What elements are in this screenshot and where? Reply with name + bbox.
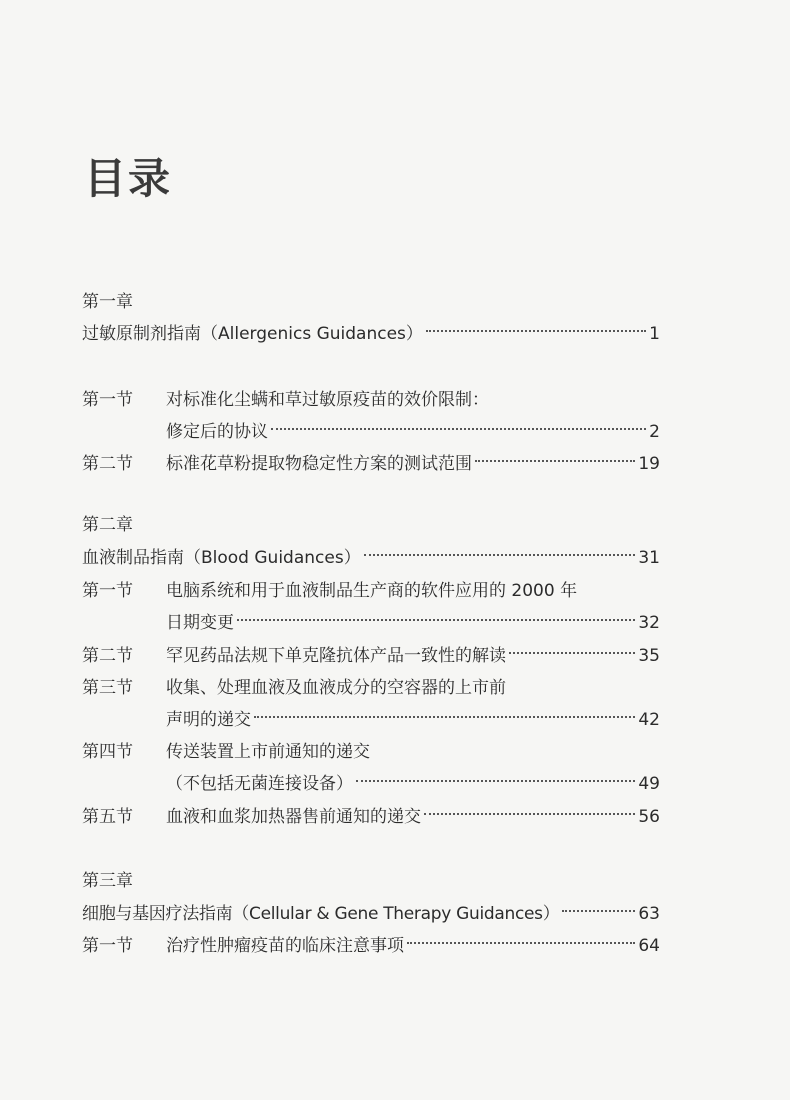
section-title-line: 对标准化尘螨和草过敏原疫苗的效价限制： bbox=[166, 390, 489, 410]
dot-leader bbox=[364, 553, 636, 556]
toc-entry-section[interactable] bbox=[166, 934, 660, 958]
page-number: 64 bbox=[638, 936, 660, 956]
section-title-line: 标准花草粉提取物稳定性方案的测试范围 bbox=[166, 454, 472, 474]
dot-leader bbox=[424, 812, 635, 815]
section-number: 第一节 bbox=[82, 936, 133, 956]
section-number: 第五节 bbox=[82, 807, 133, 827]
toc-entry-chapter-2[interactable] bbox=[82, 546, 660, 570]
section-number: 第一节 bbox=[82, 390, 133, 410]
toc-entry-section[interactable] bbox=[166, 772, 660, 796]
dot-leader bbox=[237, 618, 635, 621]
page-number: 32 bbox=[638, 613, 660, 633]
section-title-line: 传送装置上市前通知的递交 bbox=[166, 742, 370, 762]
page-number: 49 bbox=[638, 774, 660, 794]
dot-leader bbox=[426, 329, 646, 332]
dot-leader bbox=[254, 715, 635, 718]
section-title-line: 治疗性肿瘤疫苗的临床注意事项 bbox=[166, 936, 404, 956]
page-number: 19 bbox=[638, 454, 660, 474]
section-title-line: 电脑系统和用于血液制品生产商的软件应用的 2000 年 bbox=[166, 581, 578, 601]
toc-entry-section[interactable] bbox=[166, 708, 660, 732]
section-title-line: 修定后的协议 bbox=[166, 422, 268, 442]
dot-leader bbox=[356, 779, 635, 782]
section-number: 第三节 bbox=[82, 678, 133, 698]
section-title-line: 罕见药品法规下单克隆抗体产品一致性的解读 bbox=[166, 646, 506, 666]
page-number: 63 bbox=[638, 904, 660, 924]
section-title-line: 声明的递交 bbox=[166, 710, 251, 730]
section-number: 第二节 bbox=[82, 454, 133, 474]
chapter-label: 第二章 bbox=[82, 515, 133, 535]
page-number: 35 bbox=[638, 646, 660, 666]
dot-leader bbox=[475, 459, 635, 462]
page-number: 1 bbox=[649, 324, 660, 344]
toc-entry-section[interactable] bbox=[166, 452, 660, 476]
toc-entry-chapter-3[interactable] bbox=[82, 902, 660, 926]
section-number: 第一节 bbox=[82, 581, 133, 601]
toc-entry-section[interactable] bbox=[166, 611, 660, 635]
dot-leader bbox=[562, 909, 635, 912]
dot-leader bbox=[509, 651, 635, 654]
section-title-line: （不包括无菌连接设备） bbox=[166, 774, 353, 794]
page-number: 31 bbox=[638, 548, 660, 568]
section-title-line: 收集、处理血液及血液成分的空容器的上市前 bbox=[166, 678, 506, 698]
section-number: 第四节 bbox=[82, 742, 133, 762]
chapter-title: 细胞与基因疗法指南（Cellular & Gene Therapy Guidances） bbox=[82, 904, 560, 924]
dot-leader bbox=[271, 427, 646, 430]
dot-leader bbox=[407, 941, 635, 944]
toc-entry-section[interactable] bbox=[166, 644, 660, 668]
section-title-line: 日期变更 bbox=[166, 613, 234, 633]
section-number: 第二节 bbox=[82, 646, 133, 666]
toc-entry-section[interactable] bbox=[166, 805, 660, 829]
chapter-title: 过敏原制剂指南（Allergenics Guidances） bbox=[82, 324, 423, 344]
page-number: 2 bbox=[649, 422, 660, 442]
chapter-label: 第一章 bbox=[82, 292, 133, 312]
page-number: 42 bbox=[638, 710, 660, 730]
section-title-line: 血液和血浆加热器售前通知的递交 bbox=[166, 807, 421, 827]
page-title: 目录 bbox=[84, 154, 173, 203]
chapter-label: 第三章 bbox=[82, 871, 133, 891]
toc-entry-section[interactable] bbox=[166, 420, 660, 444]
chapter-title: 血液制品指南（Blood Guidances） bbox=[82, 548, 361, 568]
page-number: 56 bbox=[638, 807, 660, 827]
toc-entry-chapter-1[interactable] bbox=[82, 322, 660, 346]
